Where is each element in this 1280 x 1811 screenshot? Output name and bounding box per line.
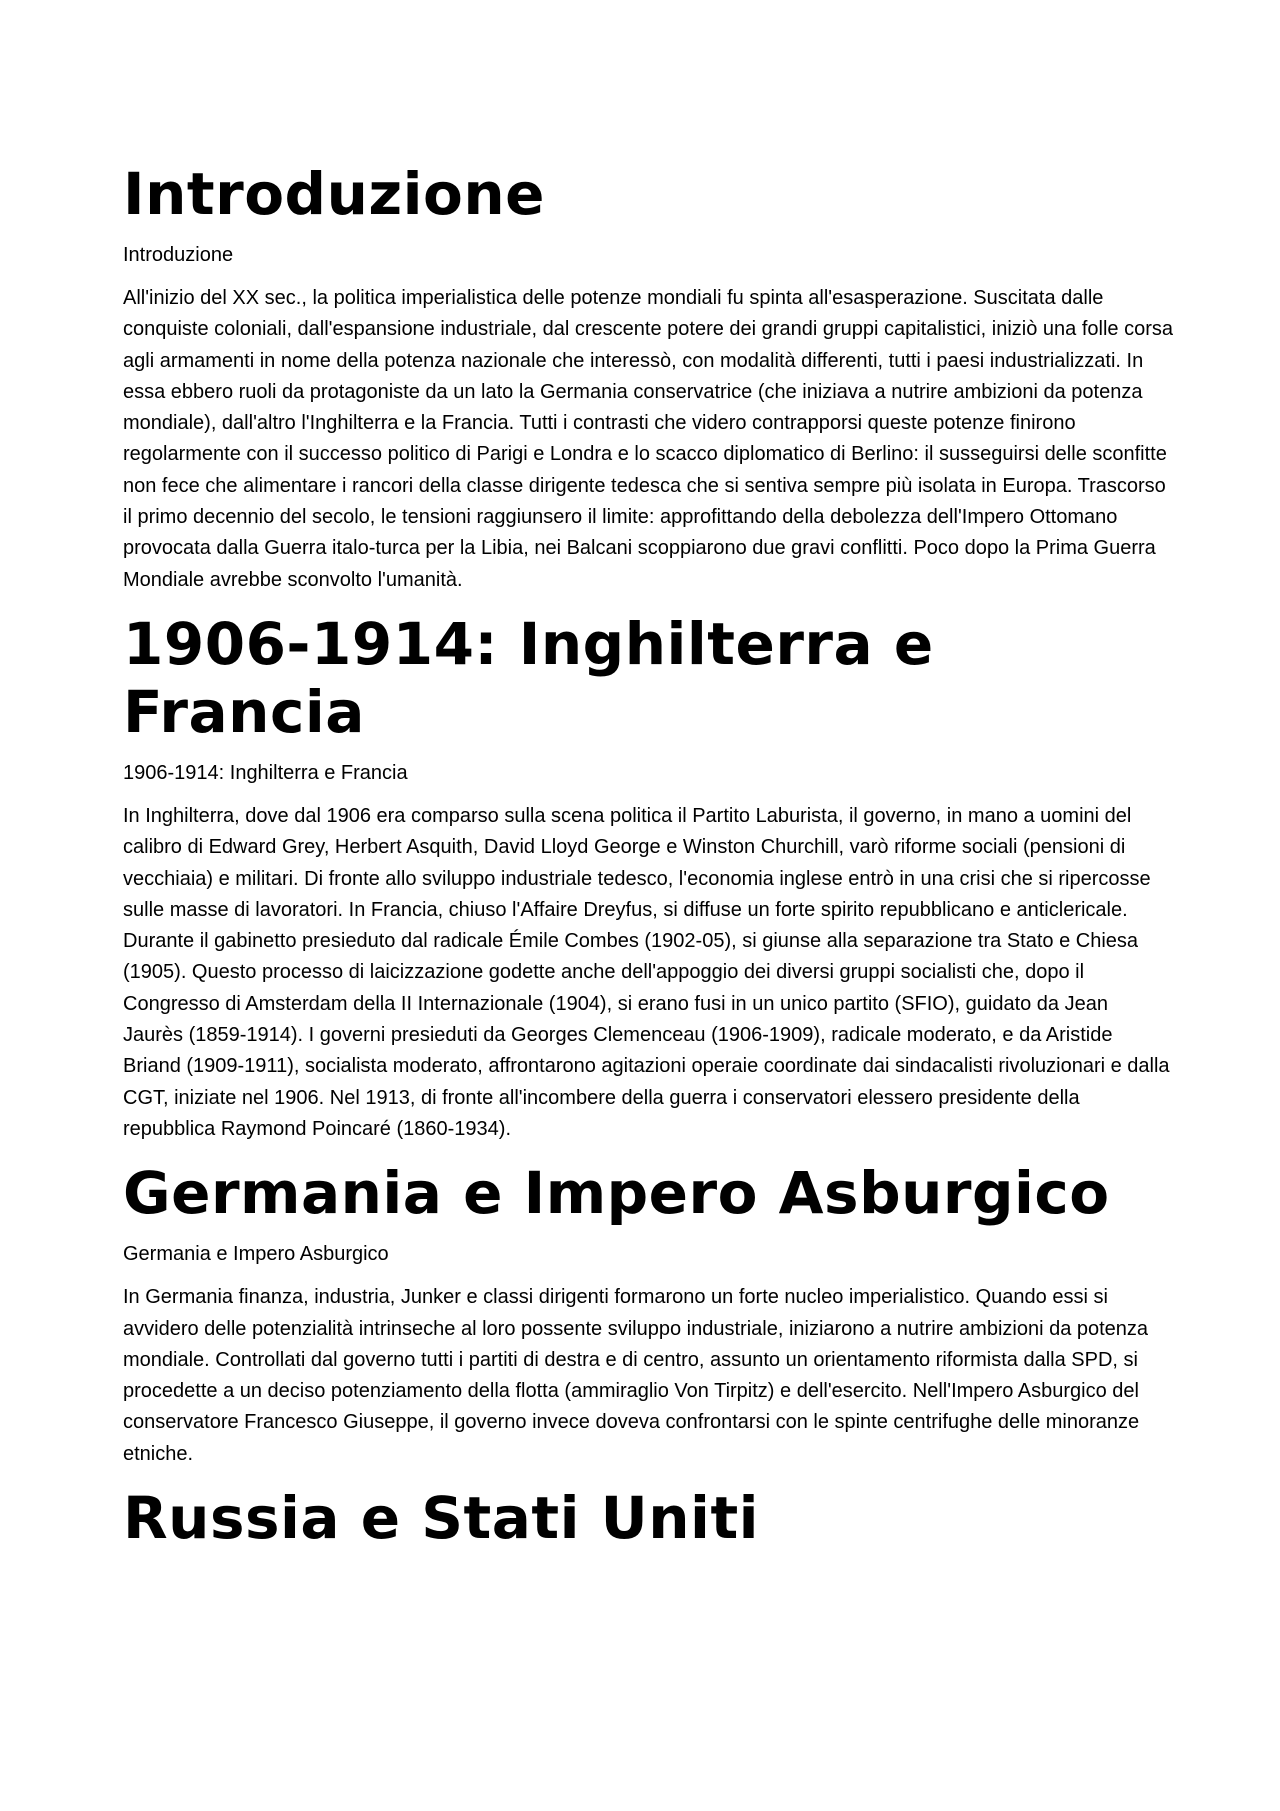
section-inghilterra-francia <box>123 610 1173 1145</box>
section-subtitle: 1906-1914: Inghilterra e Francia <box>123 761 408 784</box>
section-heading: Germania e Impero Asburgico <box>123 1159 1110 1228</box>
section-heading: Russia e Stati Uniti <box>123 1484 760 1553</box>
section-body: All'inizio del XX sec., la politica imperialistica delle potenze mondiali fu spinta all'esasperazione. Suscitata dalle conquiste coloniali, dall'espansione industriale, dal crescente potere dei grandi gruppi capitalistici, iniziò una folle corsa agli armamenti in nome della potenza nazionale che interessò, con modalità differenti, tutti i paesi industrializzati. In essa ebbero ruoli da protagoniste da un lato la Germania conservatrice (che iniziava a nutrire ambizioni da potenza mondiale), dall'altro l'Inghilterra e la Francia. Tutti i contrasti che videro contrapporsi queste potenze finirono regolarmente con il successo politico di Parigi e Londra e lo scacco diplomatico di Berlino: il susseguirsi delle sconfitte non fece che alimentare i rancori della classe dirigente tedesca che si sentiva sempre più isolata in Europa. Trascorso il primo decennio del secolo, le tensioni raggiunsero il limite: approfittando della debolezza dell'Impero Ottomano provocata dalla Guerra italo-turca per la Libia, nei Balcani scoppiarono due gravi conflitti. Poco dopo la Prima Guerra Mondiale avrebbe sconvolto l'umanità. <box>123 287 1173 591</box>
section-heading: 1906-1914: Inghilterra e Francia <box>123 609 934 746</box>
section-body: In Germania finanza, industria, Junker e classi dirigenti formarono un forte nucleo imperialistico. Quando essi si avvidero delle potenzialità intrinseche al loro possente sviluppo industriale, iniziarono a nutrire ambizioni da potenza mondiale. Controllati dal governo tutti i partiti di destra e di centro, assunto un orientamento riformista dalla SPD, si procedette a un deciso potenziamento della flotta (ammiraglio Von Tirpitz) e dell'esercito. Nell'Impero Asburgico del conservatore Francesco Giuseppe, il governo invece doveva confrontarsi con le spinte centrifughe delle minoranze etniche. <box>123 1286 1149 1465</box>
section-germania-asburgico <box>123 1159 1173 1470</box>
section-heading: Introduzione <box>123 160 545 228</box>
section-subtitle: Germania e Impero Asburgico <box>123 1243 389 1266</box>
section-body: In Inghilterra, dove dal 1906 era comparso sulla scena politica il Partito Laburista, il governo, in mano a uomini del calibro di Edward Grey, Herbert Asquith, David Lloyd George e Winston Churchill, varò riforme sociali (pensioni di vecchiaia) e militari. Di fronte allo sviluppo industriale tedesco, l'economia inglese entrò in una crisi che si ripercosse sulle masse di lavoratori. In Francia, chiuso l'Affaire Dreyfus, si diffuse un forte spirito repubblicano e anticlericale. Durante il gabinetto presieduto dal radicale Émile Combes (1902-05), si giunse alla separazione tra Stato e Chiesa (1905). Questo processo di laicizzazione godette anche dell'appoggio dei diversi gruppi socialisti che, dopo il Congresso di Amsterdam della II Internazionale (1904), si erano fusi in un unico partito (SFIO), guidato da Jean Jaurès (1859-1914). I governi presieduti da Georges Clemenceau (1906-1909), radicale moderato, e da Aristide Briand (1909-1911), socialista moderato, affrontarono agitazioni operaie coordinate dai sindacalisti rivoluzionari e dalla CGT, iniziate nel 1906. Nel 1913, di fronte all'incombere della guerra i conservatori elessero presidente della repubblica Raymond Poincaré (1860-1934). <box>123 804 1170 1140</box>
section-subtitle: Introduzione <box>123 244 234 266</box>
section-russia-stati-uniti <box>123 1484 1173 1552</box>
document-page <box>123 160 1173 1566</box>
section-introduzione <box>123 160 1173 596</box>
